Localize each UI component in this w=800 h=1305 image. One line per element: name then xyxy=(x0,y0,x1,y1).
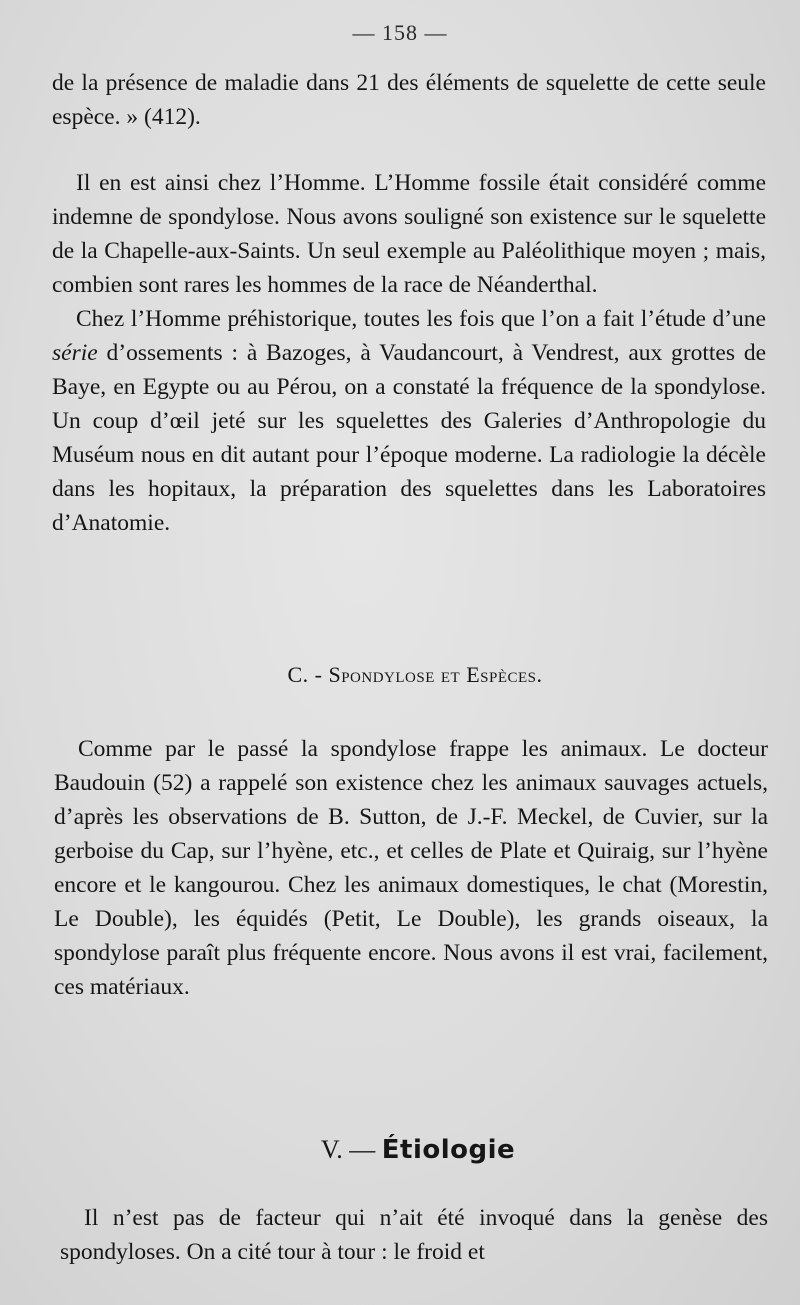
section-heading-c xyxy=(0,662,800,688)
paragraph-etiologie: Il n’est pas de facteur qui n’ait été invoqué dans la genèse des spondyloses. On a cité tour à tour : le froid et xyxy=(60,1205,768,1265)
section-title: Spondylose et Espèces. xyxy=(328,662,543,687)
paragraph-text-after: d’ossements : à Bazoges, à Vaudancourt, à Vendrest, aux grottes de Baye, en Egypte ou au Pérou, on a constaté la fréquence de la spondylose. Un coup d’œil jeté sur les squelettes des Galeries d’Anthropologie du Muséum nous en dit autant pour l’époque moderne. La radiologie la décèle dans les hopitaux, la préparation des squelettes dans les Laboratoires d’Anatomie. xyxy=(52,340,766,536)
paragraph-text-before: Chez l’Homme préhistorique, toutes les fois que l’on a fait l’étude d’une xyxy=(76,306,766,332)
paragraph-homme-fossile: Il en est ainsi chez l’Homme. L’Homme fossile était considéré comme indemne de spondylose. Nous avons souligné son existence sur le squelette de la Chapelle-aux-Saints. Un seul exemple au Paléolithique moyen ; mais, combien sont rares les hommes de la race de Néanderthal. xyxy=(52,170,766,298)
paragraph-animaux: Comme par le passé la spondylose frappe les animaux. Le docteur Baudouin (52) a rappelé son existence chez les animaux sauvages actuels, d’après les observations de B. Sutton, de J.-F. Meckel, de Cuvier, sur la gerboise du Cap, sur l’hyène, etc., et celles de Plate et Quiraig, sur l’hyène encore et le kangourou. Chez les animaux domestiques, le chat (Morestin, Le Double), les équidés (Petit, Le Double), les grands oiseaux, la spondylose paraît plus fréquente encore. Nous avons il est vrai, facilement, ces matériaux. xyxy=(54,736,768,1000)
continuation-paragraph xyxy=(52,66,766,134)
emphasis-serie: série xyxy=(52,340,98,366)
chapter-number: V. — xyxy=(320,1135,382,1164)
chapter-title: Étiologie xyxy=(381,1135,516,1165)
section-prefix: C. - xyxy=(287,662,329,687)
page-number: — 158 — xyxy=(352,20,448,45)
paragraph-group xyxy=(54,732,768,1004)
paragraph-text: de la présence de maladie dans 21 des éléments de squelette de cette seule espèce. » (412). xyxy=(52,70,766,130)
paragraph-homme-prehistorique xyxy=(52,302,766,540)
chapter-heading-v xyxy=(0,1135,800,1165)
paragraph-group xyxy=(60,1201,768,1269)
paragraph-group xyxy=(52,166,766,540)
